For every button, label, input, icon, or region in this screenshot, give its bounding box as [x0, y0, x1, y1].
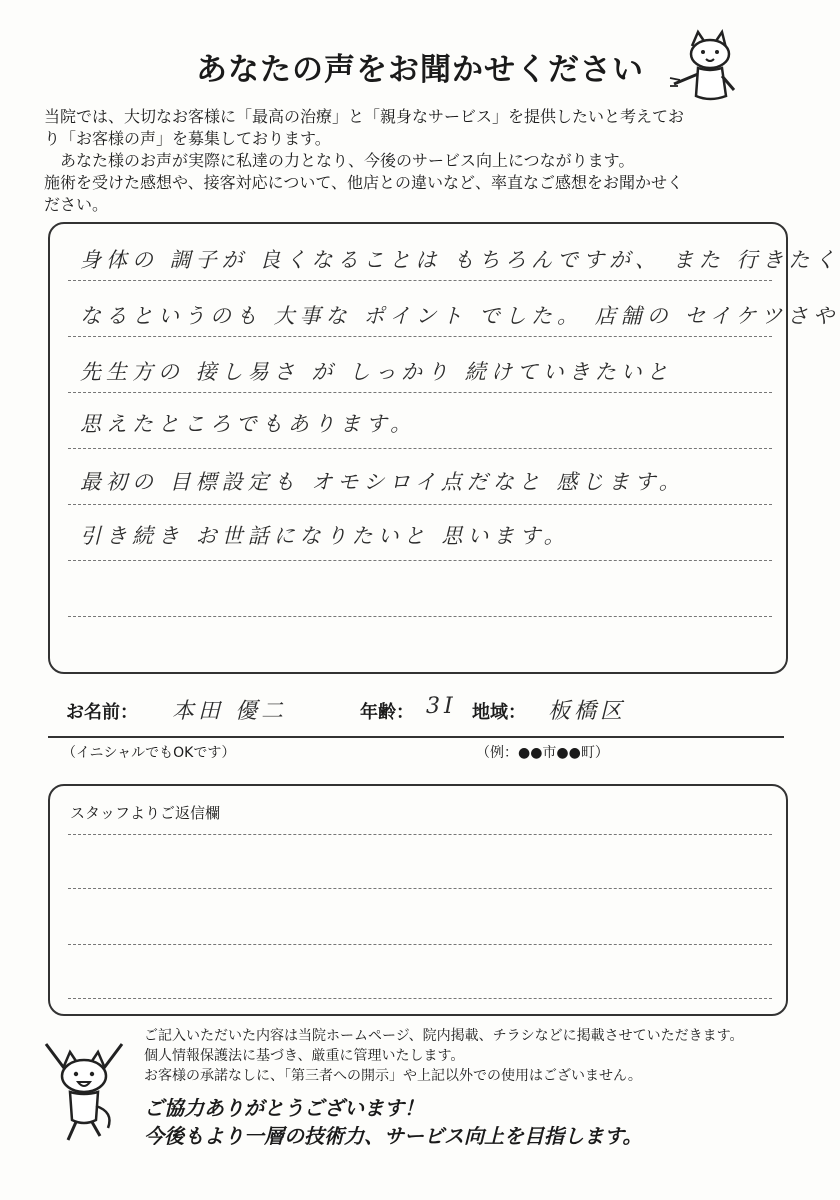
name-field[interactable]: 本田 優二 — [172, 699, 287, 724]
thanks-line: ご協力ありがとうございます！ — [144, 1096, 424, 1120]
handwritten-line: 引き続き お世話になりたいと 思います。 — [80, 524, 570, 548]
ruled-line — [68, 998, 772, 999]
handwritten-line: 最初の 目標設定も オモシロイ点だなと 感じます。 — [80, 470, 685, 494]
handwritten-line: 思えたところでもあります。 — [80, 412, 417, 436]
area-field[interactable]: 板橋区 — [548, 699, 627, 724]
handwritten-line: 先生方の 接し易さ が しっかり 続けていきたいと — [80, 360, 673, 384]
ruled-line — [68, 888, 772, 889]
ruled-line — [68, 616, 772, 617]
ruled-line — [68, 504, 772, 505]
thanks-message — [144, 1094, 642, 1150]
ruled-line — [68, 336, 772, 337]
privacy-note: 個人情報保護法に基づき、厳重に管理いたします。 — [144, 1048, 465, 1064]
ruled-line — [68, 392, 772, 393]
privacy-note: お客様の承諾なしに、「第三者への開示」や上記以外での使用はございません。 — [144, 1068, 642, 1084]
intro-line: り「お客様の声」を募集しております。 — [44, 129, 331, 148]
cat-waving-icon — [668, 28, 748, 108]
ruled-line — [68, 280, 772, 281]
ruled-line — [68, 560, 772, 561]
name-row — [48, 688, 784, 738]
ruled-line — [68, 834, 772, 835]
intro-line: 施術を受けた感想や、接客対応について、他店との違いなど、率直なご感想をお聞かせく — [44, 173, 684, 192]
cat-cheering-icon — [34, 1036, 134, 1146]
staff-reply-box[interactable] — [48, 784, 788, 1016]
feedback-box[interactable] — [48, 222, 840, 674]
name-label: お名前： — [66, 702, 138, 723]
staff-reply-header: スタッフよりご返信欄 — [70, 804, 221, 822]
ruled-line — [68, 448, 772, 449]
privacy-note: ご記入いただいた内容は当院ホームページ、院内掲載、チラシなどに掲載させていただきます。 — [144, 1028, 744, 1044]
intro-text — [44, 106, 804, 216]
initial-note: （イニシャルでもOKです） — [62, 745, 236, 761]
privacy-notes — [144, 1026, 824, 1086]
thanks-line: 今後もより一層の技術力、サービス向上を目指します。 — [144, 1124, 643, 1148]
handwritten-line: 身体の 調子が 良くなることは もちろんですが、 また 行きたく — [80, 248, 840, 272]
handwritten-line: なるというのも 大事な ポイント でした。 店舗の セイケツさや — [80, 304, 840, 328]
ruled-line — [68, 944, 772, 945]
area-example: （例：●●市●●町） — [476, 745, 609, 761]
intro-line: ださい。 — [44, 195, 109, 214]
intro-line: あなた様のお声が実際に私達の力となり、今後のサービス向上につながります。 — [60, 151, 635, 170]
age-label: 年齢： — [360, 702, 414, 723]
intro-line: 当院では、大切なお客様に「最高の治療」と「親身なサービス」を提供したいと考えてお — [44, 107, 685, 126]
area-label: 地域： — [472, 702, 526, 723]
form-title: あなたの声をお聞かせください — [196, 52, 644, 88]
age-field[interactable]: 3I — [426, 694, 457, 719]
